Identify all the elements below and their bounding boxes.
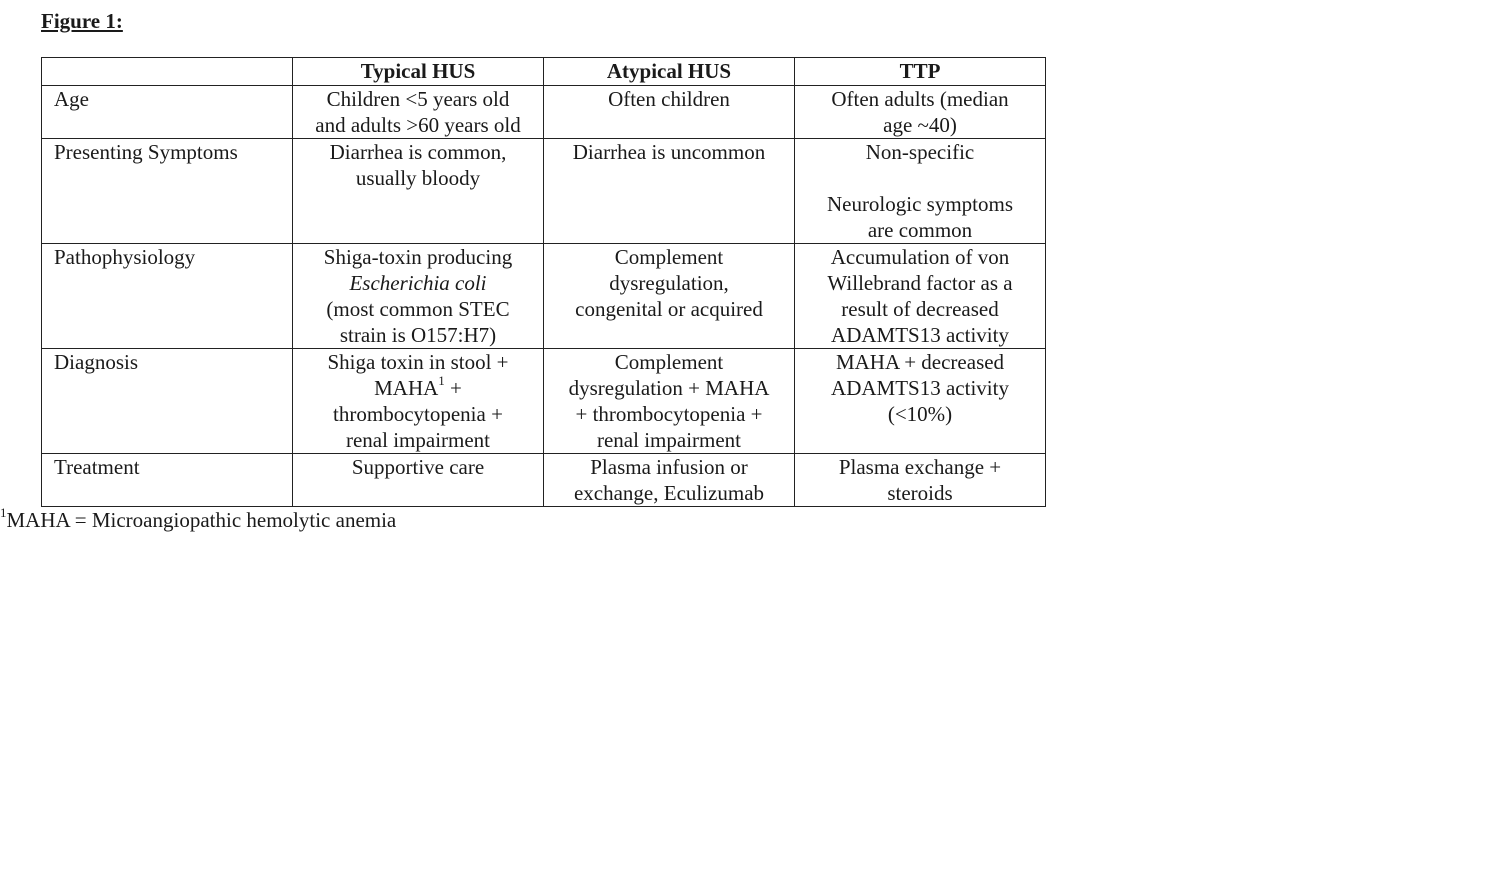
cell-line: ADAMTS13 activity (831, 376, 1009, 400)
cell-line: exchange, Eculizumab (573, 481, 765, 505)
cell-pathophysiology-atypical (544, 244, 795, 349)
cell-diagnosis-typical (293, 349, 544, 454)
cell-line: age ~40) (883, 113, 957, 137)
cell-age-typical (293, 86, 544, 139)
cell-line: Plasma exchange + (838, 455, 1002, 479)
cell-line: usually bloody (355, 166, 481, 190)
table-row-diagnosis (42, 349, 1046, 454)
table-row-presenting-symptoms (42, 139, 1046, 244)
header-typical-hus: Typical HUS (293, 58, 544, 86)
cell-line: ADAMTS13 activity (831, 323, 1009, 347)
cell-line: Plasma infusion or (590, 455, 748, 479)
cell-line: Shiga toxin in stool + (327, 350, 509, 374)
table-row-pathophysiology (42, 244, 1046, 349)
cell-line: Complement (614, 350, 724, 374)
cell-line: MAHA + decreased (835, 350, 1005, 374)
cell-symptoms-atypical (544, 139, 795, 244)
cell-line: Often children (608, 87, 730, 111)
cell-line: Children <5 years old (326, 87, 510, 111)
cell-line: (most common STEC (326, 297, 510, 321)
cell-line: steroids (887, 481, 953, 505)
cell-line-with-superscript (293, 375, 543, 401)
header-ttp: TTP (795, 58, 1046, 86)
header-atypical-hus: Atypical HUS (544, 58, 795, 86)
cell-line: Non-specific (865, 140, 975, 164)
figure-title: Figure 1: (41, 9, 123, 33)
cell-diagnosis-ttp (795, 349, 1046, 454)
table-header-row (42, 58, 1046, 86)
cell-line: result of decreased (841, 297, 999, 321)
cell-line: Diarrhea is uncommon (572, 140, 766, 164)
cell-line: Often adults (median (831, 87, 1009, 111)
table-row-treatment (42, 454, 1046, 507)
cell-line: dysregulation + MAHA (568, 376, 770, 400)
plus-text: + (444, 376, 462, 400)
cell-line: dysregulation, (609, 271, 729, 295)
cell-line: Diarrhea is common, (329, 140, 507, 164)
cell-line: renal impairment (596, 428, 742, 452)
cell-pathophysiology-typical (293, 244, 544, 349)
cell-line: strain is O157:H7) (339, 323, 497, 347)
cell-line: Willebrand factor as a (827, 271, 1013, 295)
cell-line: Neurologic symptoms (826, 192, 1014, 216)
row-label-treatment: Treatment (42, 454, 293, 507)
header-empty (42, 58, 293, 86)
cell-line-italic: Escherichia coli (349, 271, 487, 295)
cell-age-ttp (795, 86, 1046, 139)
maha-text: MAHA (374, 376, 439, 400)
cell-line: renal impairment (345, 428, 491, 452)
cell-line: Supportive care (351, 455, 485, 479)
footnote-text: MAHA = Microangiopathic hemolytic anemia (6, 508, 397, 532)
cell-line: (<10%) (887, 402, 953, 426)
table-row-age (42, 86, 1046, 139)
cell-line: and adults >60 years old (315, 113, 521, 137)
cell-treatment-ttp (795, 454, 1046, 507)
row-label-presenting-symptoms: Presenting Symptoms (42, 139, 293, 244)
cell-line: Complement (614, 245, 724, 269)
row-label-pathophysiology: Pathophysiology (42, 244, 293, 349)
cell-line: thrombocytopenia + (333, 402, 503, 426)
cell-pathophysiology-ttp (795, 244, 1046, 349)
cell-symptoms-typical (293, 139, 544, 244)
cell-age-atypical (544, 86, 795, 139)
cell-treatment-atypical (544, 454, 795, 507)
cell-symptoms-ttp (795, 139, 1046, 244)
cell-diagnosis-atypical (544, 349, 795, 454)
cell-line: Shiga-toxin producing (323, 245, 513, 269)
row-label-diagnosis: Diagnosis (42, 349, 293, 454)
cell-line: Accumulation of von (830, 245, 1010, 269)
footnote (0, 507, 396, 533)
comparison-table (41, 57, 1046, 507)
footnote-marker: 1 (0, 505, 7, 520)
cell-line: are common (867, 218, 973, 242)
footnote-marker: 1 (438, 373, 445, 388)
cell-line: + thrombocytopenia + (575, 402, 763, 426)
row-label-age: Age (42, 86, 293, 139)
blank-line (795, 165, 1045, 191)
cell-treatment-typical (293, 454, 544, 507)
cell-line: congenital or acquired (575, 297, 763, 321)
